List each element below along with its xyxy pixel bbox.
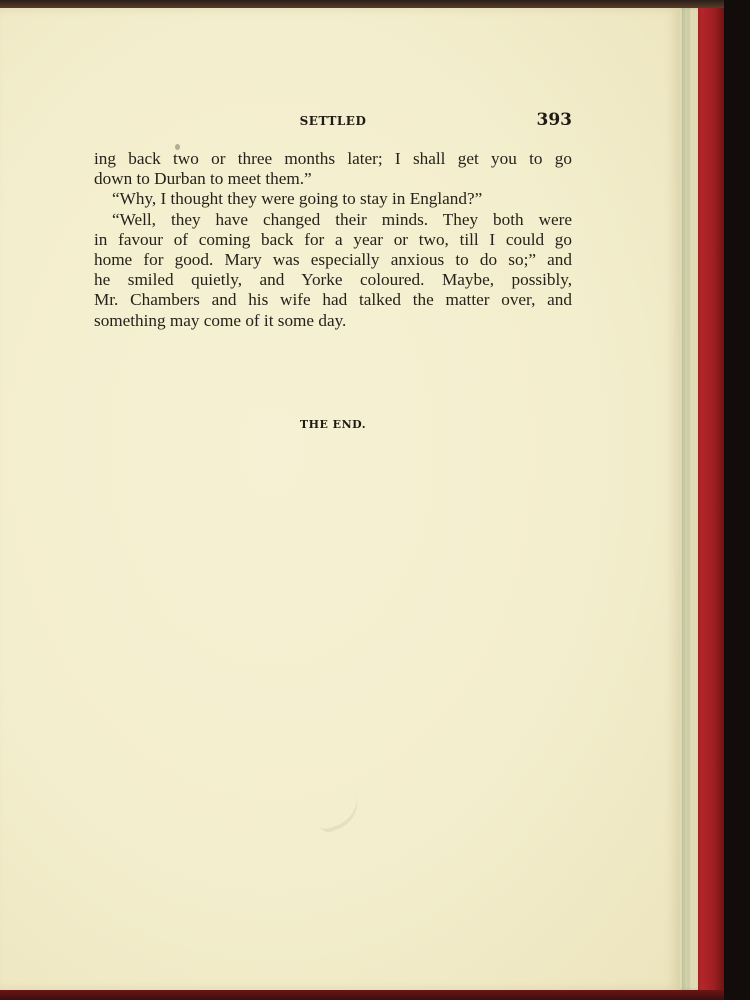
text-line: ing back two or three months later; I shall get you to go <box>94 149 572 168</box>
text-line: “Well, they have changed their minds. They both were <box>112 209 572 229</box>
text-line: “Why, I thought they were going to stay in England?” <box>112 189 483 209</box>
running-head: SETTLED <box>299 114 367 128</box>
text-line: something may come of it some day. <box>94 310 347 330</box>
text-line: down to Durban to meet them.” <box>94 169 312 189</box>
page-stain <box>312 791 365 835</box>
background-edge <box>724 0 750 1000</box>
body-text <box>94 149 572 331</box>
text-line: Mr. Chambers and his wife had talked the matter over, and <box>94 290 572 310</box>
text-line: he smiled quietly, and Yorke coloured. Maybe, possibly, <box>94 270 572 290</box>
page-edge-tint <box>682 8 690 990</box>
cover-top-edge <box>0 0 724 8</box>
the-end-label: THE END. <box>299 418 367 431</box>
text-line: in favour of coming back for a year or two, till I could go <box>94 229 572 249</box>
page-number: 393 <box>536 110 572 130</box>
cover-bottom-edge <box>0 990 724 1000</box>
page-header <box>94 110 572 134</box>
text-line: home for good. Mary was especially anxious to do so;” and <box>94 249 572 269</box>
